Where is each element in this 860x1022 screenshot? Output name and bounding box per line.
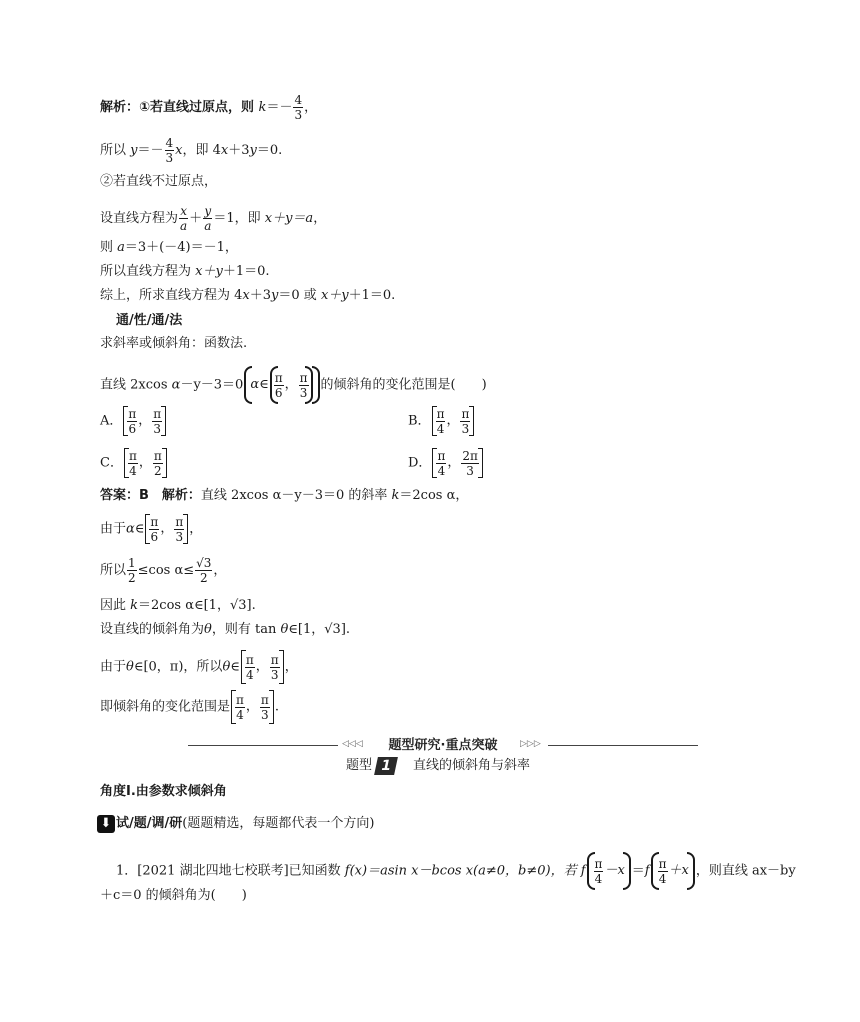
problem-1-line-2: ＋c＝0 的倾斜角为( ) <box>100 888 247 903</box>
trial-title: 试/题/调/研 <box>116 816 183 831</box>
text-mid: ＝1，即 <box>213 211 265 226</box>
plus-x: ＋x <box>668 863 689 878</box>
comma: ， <box>138 413 152 428</box>
type-number-badge: 1 <box>374 757 398 775</box>
solution-line-5 <box>100 238 238 258</box>
solution-line-4 <box>100 204 326 233</box>
text-mid: ∈[0，π)，所以 <box>133 659 223 675</box>
text-mid: ＝2cos α∈[1， <box>138 598 230 613</box>
interval <box>124 448 167 478</box>
var-alpha: α <box>250 377 260 392</box>
section-divider <box>188 738 698 752</box>
text-end: ＋1＝0. <box>348 288 396 303</box>
comma: ， <box>313 211 327 226</box>
frac-den: 4 <box>658 871 667 886</box>
comma: ， <box>160 521 174 536</box>
fraction-4-3 <box>293 93 303 122</box>
option-label: B． <box>408 413 431 429</box>
text-end: ＋1＝0. <box>222 264 270 279</box>
var-theta: θ <box>222 659 231 675</box>
frac-num: π <box>128 406 137 421</box>
text-mid: －y－3＝0 <box>180 377 244 393</box>
frac-num: π <box>594 856 603 871</box>
var-y: y <box>271 288 279 303</box>
text-end: 的倾斜角的变化范围是( ) <box>320 377 487 393</box>
text-prefix: 因此 <box>100 598 131 613</box>
frac-den: 3 <box>294 108 303 122</box>
var-y: y <box>130 143 138 158</box>
text-mid: ＝0 或 <box>278 288 321 303</box>
var-alpha: α <box>126 521 135 537</box>
frac-den: 2 <box>153 463 162 478</box>
interval <box>123 406 166 436</box>
var-a: a <box>117 240 125 255</box>
frac-num: 4 <box>294 93 303 107</box>
comma: ， <box>245 699 259 714</box>
eq-text: ＝－ <box>266 100 293 115</box>
comma: ， <box>255 659 269 674</box>
answer-line-6 <box>100 650 298 685</box>
method-heading: 通/性/通/法 <box>116 313 183 328</box>
frac-num: y <box>204 204 212 218</box>
problem-text: ，则直线 ax－by <box>695 863 796 879</box>
text-prefix: 设直线的倾斜角为 <box>100 622 205 637</box>
option-label: A． <box>100 413 123 429</box>
frac-num: π <box>236 692 244 707</box>
text-mid: ∈[1， <box>288 622 325 637</box>
problem-source: [2021 湖北四地七校联考]已知函数 <box>137 863 345 879</box>
divider-line-left <box>188 745 338 746</box>
answer-line-3 <box>100 556 226 586</box>
var-x: x <box>242 288 250 303</box>
equation: x＋y＝a <box>264 211 314 226</box>
text-prefix: 设直线方程为 <box>100 211 179 226</box>
var-y: y <box>249 143 257 158</box>
text-prefix: 由于 <box>100 659 127 675</box>
option-label: C． <box>100 455 123 471</box>
var-x: x <box>220 143 229 158</box>
frac-den: 3 <box>261 707 269 722</box>
section-banner: 题型研究·重点突破 <box>388 738 498 753</box>
frac-num: π <box>128 448 137 463</box>
var-x: x <box>175 143 183 158</box>
fraction-pi-4 <box>128 449 138 478</box>
type-label: 题型 <box>346 758 373 773</box>
frac-den: 4 <box>436 421 445 436</box>
arrows-right-icon: ▷▷▷ <box>520 739 541 749</box>
var-k: k <box>258 100 267 115</box>
text-end: ]. <box>246 598 256 613</box>
method-desc: 求斜率或倾斜角：函数法. <box>100 336 248 351</box>
arg-paren <box>651 854 695 888</box>
text-mid: ＋3 <box>249 288 272 303</box>
frac-num: π <box>658 856 667 871</box>
angle-heading: 角度Ⅰ.由参数求倾斜角 <box>100 784 227 799</box>
frac-den: 4 <box>594 871 603 886</box>
interval <box>432 448 482 478</box>
text-mid: ＋3 <box>228 143 250 158</box>
frac-den: 6 <box>150 529 159 544</box>
fraction-1-2 <box>127 556 137 585</box>
text-end: ＝0. <box>256 143 283 158</box>
comma: ， <box>447 455 461 470</box>
fraction-pi-4 <box>436 407 446 436</box>
fraction-pi-4 <box>245 653 255 682</box>
fraction-x-a <box>179 204 188 233</box>
arrows-left-icon: ◁◁◁ <box>342 739 363 749</box>
frac-den: 3 <box>165 151 174 165</box>
frac-den: 3 <box>461 421 470 436</box>
frac-den: 4 <box>129 463 137 478</box>
frac-num: π <box>274 370 283 385</box>
interval <box>145 514 188 544</box>
frac-num: π <box>299 370 308 385</box>
text-prefix: 即倾斜角的变化范围是 <box>100 699 231 715</box>
fraction-sqrt3-2 <box>195 556 212 585</box>
sqrt3: √3 <box>324 622 341 637</box>
interval <box>231 690 274 724</box>
fraction-pi-4 <box>658 857 668 886</box>
equation: x＋y <box>195 264 223 279</box>
solution-line-1 <box>100 93 317 122</box>
frac-num: 2π <box>462 448 478 463</box>
answer-line-7 <box>100 690 279 725</box>
fraction-2pi-3 <box>461 449 479 478</box>
in-symbol: ∈ <box>134 521 145 537</box>
answer-label: 答案：B 解析： <box>100 488 201 503</box>
answer-text: ＝2cos α， <box>399 488 469 503</box>
interval <box>241 650 284 684</box>
text-prefix: 所以 <box>100 143 131 158</box>
function-def: f(x)＝asin x－bcos x(a≠0，b≠0)，若 <box>344 863 581 879</box>
text-mid: ，即 4 <box>182 143 221 158</box>
divider-line-right <box>548 745 698 746</box>
frac-num: π <box>437 448 446 463</box>
answer-text: 直线 2xcos α－y－3＝0 的斜率 <box>200 488 392 503</box>
fraction-pi-6 <box>149 515 159 544</box>
option-b[interactable] <box>408 406 475 437</box>
interval <box>270 368 313 402</box>
frac-den: 3 <box>299 385 308 400</box>
frac-den: 6 <box>128 421 137 436</box>
var-theta: θ <box>280 622 289 637</box>
solution-line-2 <box>100 136 282 165</box>
frac-num: π <box>436 406 445 421</box>
comma: ， <box>284 659 298 675</box>
text-prefix: 由于 <box>100 521 127 537</box>
frac-den: 4 <box>437 463 446 478</box>
frac-den: 4 <box>246 667 254 682</box>
answer-line-1 <box>100 486 468 506</box>
comma: ， <box>213 563 227 578</box>
frac-den: 3 <box>270 667 279 682</box>
text-mid: ，则有 tan <box>211 622 281 637</box>
frac-num: π <box>245 652 254 667</box>
problem-number: 1． <box>116 863 138 879</box>
sqrt3: √3 <box>229 598 247 613</box>
frac-den: a <box>204 219 212 233</box>
solution-line-6 <box>100 262 270 282</box>
solution-line-7 <box>100 286 395 306</box>
frac-den: 3 <box>153 421 162 436</box>
text-prefix: 所以 <box>100 563 127 578</box>
text-prefix: 所以直线方程为 <box>100 264 196 279</box>
frac-den: a <box>180 219 188 233</box>
fraction-y-a <box>203 204 212 233</box>
problem-1-line-1 <box>116 854 796 889</box>
frac-den: 6 <box>274 385 283 400</box>
comma: ， <box>446 413 460 428</box>
frac-num: π <box>153 448 162 463</box>
var-theta: θ <box>126 659 134 675</box>
text-prefix: 综上，所求直线方程为 4 <box>100 288 243 303</box>
text-end: ＝3＋(－4)＝－1， <box>124 240 238 255</box>
arg-paren <box>587 854 631 888</box>
equation: x＋y <box>320 288 349 303</box>
comma: ， <box>138 455 152 470</box>
answer-line-4 <box>100 596 256 616</box>
text-mid: ≤cos α≤ <box>137 563 195 578</box>
frac-num: π <box>153 406 162 421</box>
frac-num: √3 <box>196 556 212 570</box>
frac-num: 1 <box>128 556 136 570</box>
option-d[interactable] <box>408 448 484 479</box>
plus: ＋ <box>189 211 203 226</box>
comma: ， <box>304 100 318 115</box>
var-theta: θ <box>204 622 212 637</box>
text-prefix: 直线 2xcos <box>100 377 172 393</box>
download-arrow-icon: ⬇ <box>97 815 115 833</box>
type-heading <box>346 756 530 776</box>
comma: ， <box>284 377 298 392</box>
answer-line-5 <box>100 620 350 640</box>
frac-num: π <box>260 692 269 707</box>
var-f: f <box>644 863 650 879</box>
minus-x: －x <box>604 863 625 878</box>
in-symbol: ∈ <box>259 377 269 392</box>
frac-den: 2 <box>128 571 136 585</box>
period: . <box>274 699 279 715</box>
frac-num: x <box>180 204 187 218</box>
frac-num: π <box>150 514 159 529</box>
solution-line-3: ②若直线不过原点， <box>100 174 218 189</box>
var-alpha: α <box>171 377 181 393</box>
var-k: k <box>130 598 139 613</box>
fraction-pi-4 <box>436 449 446 478</box>
comma: ， <box>189 521 203 537</box>
type-title: 直线的倾斜角与斜率 <box>413 758 531 773</box>
interval <box>432 406 475 436</box>
eq-text: ＝－ <box>137 143 164 158</box>
option-a[interactable] <box>100 406 167 437</box>
fraction-pi-4 <box>235 693 245 722</box>
frac-den: 3 <box>175 529 184 544</box>
text-end: ]. <box>340 622 351 637</box>
fraction-pi-4 <box>594 857 604 886</box>
text-prefix: 则 <box>100 240 118 255</box>
fraction-4-3 <box>165 136 175 165</box>
var-k: k <box>391 488 400 503</box>
trial-desc: (题题精选，每题都代表一个方向) <box>182 816 375 831</box>
option-c[interactable] <box>100 448 168 479</box>
fraction-pi-6 <box>127 407 137 436</box>
question-stem <box>100 368 487 403</box>
frac-num: π <box>270 652 279 667</box>
frac-den: 3 <box>466 463 474 478</box>
eq: ＝ <box>631 863 645 879</box>
frac-num: π <box>461 406 470 421</box>
condition-paren <box>244 368 319 402</box>
in-symbol: ∈ <box>230 659 240 675</box>
frac-num: π <box>175 514 184 529</box>
trial-heading <box>97 814 374 834</box>
answer-line-2 <box>100 514 202 545</box>
solution-text-1: 解析：①若直线过原点，则 <box>100 100 259 115</box>
frac-den: 2 <box>199 571 208 585</box>
frac-den: 4 <box>236 707 244 722</box>
var-f: f <box>580 863 586 879</box>
frac-num: 4 <box>165 136 174 150</box>
option-label: D． <box>408 455 432 471</box>
